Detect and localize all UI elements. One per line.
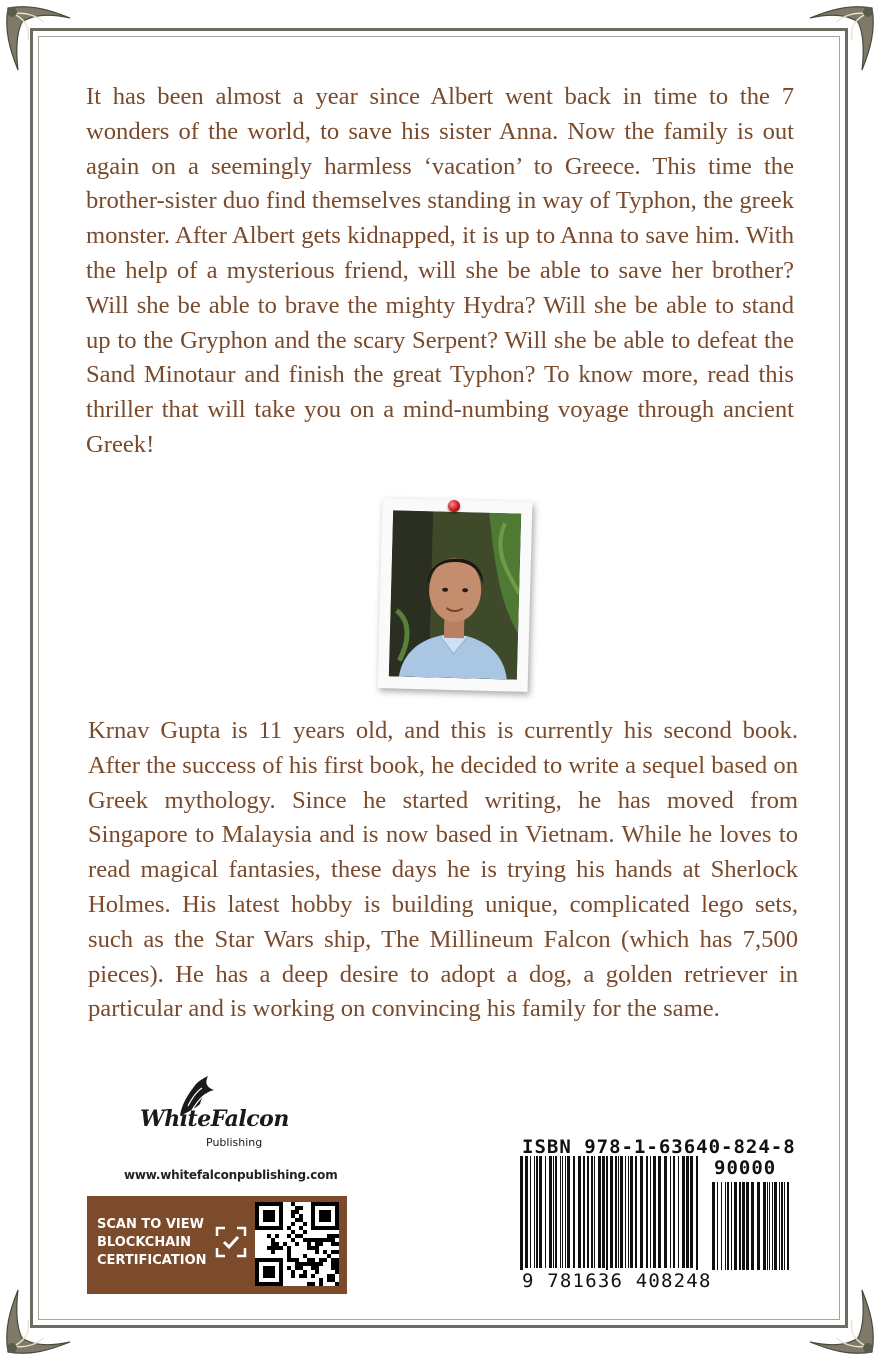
publisher-name: WhiteFalcon bbox=[140, 1106, 289, 1132]
publisher-website: www.whitefalconpublishing.com bbox=[124, 1168, 338, 1182]
ornament-corner-top-left-icon bbox=[0, 0, 74, 74]
author-portrait-image bbox=[389, 510, 521, 679]
author-bio: Krnav Gupta is 11 years old, and this is currently his second book. After the success of his first book, he decided to write a sequel based on Greek mythology. Since he started writing, he has moved from Singapore to Malaysia and is now based in Vietnam. While he loves to read magical fantasies, these days he is trying his hands at Sherlock Holmes. His latest hobby is building unique, complicated lego sets, such as the Star Wars ship, The Millineum Falcon (which has 7,500 pieces). He has a deep desire to adopt a dog, a golden retriever in particular and is working on convincing his family for the same. bbox=[88, 717, 798, 1023]
price-code: 90000 bbox=[714, 1157, 777, 1179]
blockchain-certification-box bbox=[87, 1196, 347, 1294]
ornament-corner-bottom-left-icon bbox=[0, 1286, 74, 1360]
ornament-corner-bottom-right-icon bbox=[806, 1286, 880, 1360]
isbn-number: ISBN 978-1-63640-824-8 bbox=[522, 1136, 796, 1158]
push-pin-icon bbox=[448, 500, 460, 512]
publisher-logo bbox=[140, 1076, 289, 1158]
publisher-subtitle: Publishing bbox=[206, 1136, 263, 1149]
scan-check-icon bbox=[215, 1226, 247, 1258]
scan-line-2: BLOCKCHAIN bbox=[97, 1235, 192, 1250]
scan-label bbox=[97, 1216, 217, 1270]
barcode-digits: 9 781636 408248 bbox=[522, 1270, 712, 1292]
book-blurb: It has been almost a year since Albert went back in time to the 7 wonders of the world, to save his sister Anna. Now the family is out again on a seemingly harmless ‘vacation’ to Greece. This time the brother-sister duo find themselves standing in way of Typhon, the greek monster. After Albert gets kidnapped, it is up to Anna to save him. With the help of a mysterious friend, will she be able to save her brother? Will she be able to brave the mighty Hydra? Will she be able to stand up to the Gryphon and the scary Serpent? Will she be able to defeat the Sand Minotaur and finish the great Typhon? To know more, read this thriller that will take you on a mind-numbing voyage through ancient Greek! bbox=[86, 83, 794, 458]
author-photo bbox=[378, 498, 533, 692]
scan-line-1: SCAN TO VIEW bbox=[97, 1217, 204, 1232]
qr-code[interactable] bbox=[255, 1202, 339, 1286]
ornament-corner-top-right-icon bbox=[806, 0, 880, 74]
scan-line-3: CERTIFICATION bbox=[97, 1253, 207, 1268]
